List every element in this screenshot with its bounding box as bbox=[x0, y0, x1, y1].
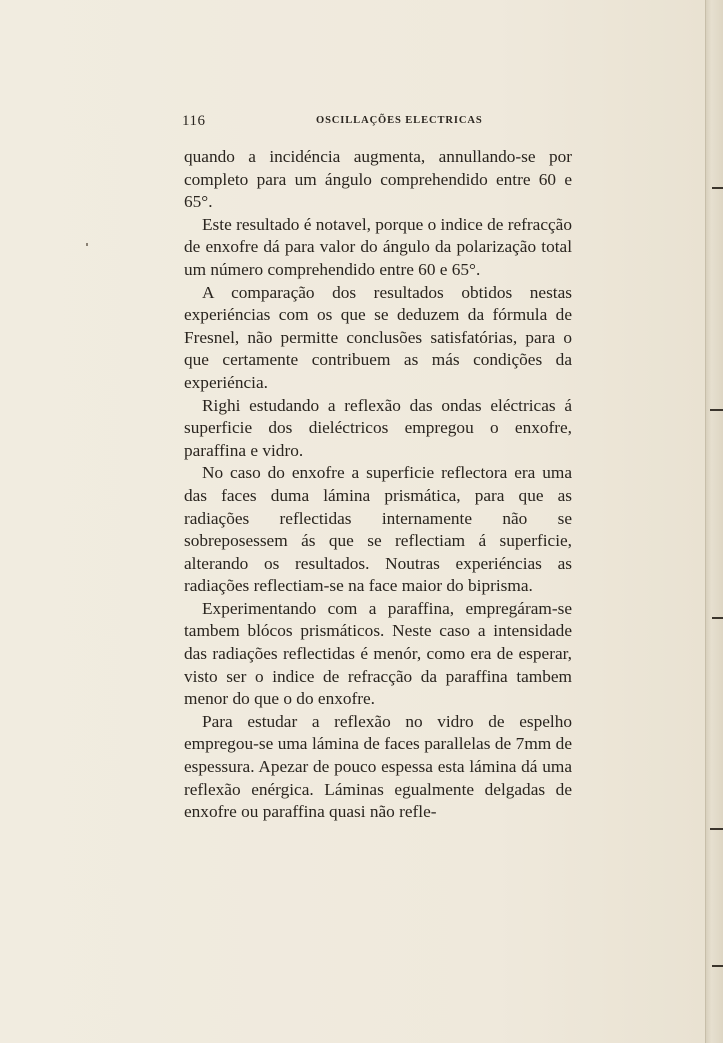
edge-mark bbox=[710, 828, 723, 830]
page-edge bbox=[705, 0, 723, 1043]
edge-mark bbox=[712, 965, 723, 967]
edge-mark bbox=[710, 409, 723, 411]
edge-mark bbox=[712, 617, 723, 619]
paragraph-3: A comparação dos resultados obtidos nestas experiéncias com os que se deduzem da fórmula de Fresnel, não permitte conclusões satisfatórias, para o que certamente contribuem as más condições da experiéncia. bbox=[184, 282, 572, 392]
edge-mark bbox=[712, 187, 723, 189]
page-header bbox=[182, 113, 572, 135]
paragraph-6: Experimentando com a paraffina, empregáram-se tambem blócos prismáticos. Neste caso a intensidade das radiações reflectidas é menór, como era de esperar, visto ser o indice de refracção da paraffina tambem menor do que o do enxofre. bbox=[184, 598, 572, 709]
paragraph-4: Righi estudando a reflexão das ondas eléctricas á superficie dos dieléctricos empregou o enxofre, paraffina e vidro. bbox=[184, 395, 572, 460]
body-text bbox=[184, 146, 572, 824]
paragraph-2: Este resultado é notavel, porque o indice de refracção de enxofre dá para valor do ángulo da polarização total um número comprehendido entre 60 e 65°. bbox=[184, 214, 572, 279]
paper-speck bbox=[86, 243, 88, 246]
running-title: OSCILLAÇÕES ELECTRICAS bbox=[316, 115, 483, 126]
paragraph-5: No caso do enxofre a superficie reflectora era uma das faces duma lámina prismática, para que as radiações reflectidas internamente não se sobreposessem ás que se reflectiam á superficie, alterando os resultados. Noutras experiéncias as radiações reflectiam-se na face maior do biprisma. bbox=[184, 463, 572, 596]
paragraph-7: Para estudar a reflexão no vidro de espelho empregou-se uma lámina de faces parallelas de 7mm de espessura. Apezar de pouco espessa esta lámina dá uma reflexão enérgica. Láminas egualmente delgadas de enxofre ou paraffina quasi não refle- bbox=[184, 711, 572, 822]
paragraph-1: quando a incidéncia augmenta, annullando-se por completo para um ángulo comprehendido entre 60 e 65°. bbox=[184, 147, 572, 212]
page-number: 116 bbox=[182, 113, 206, 129]
